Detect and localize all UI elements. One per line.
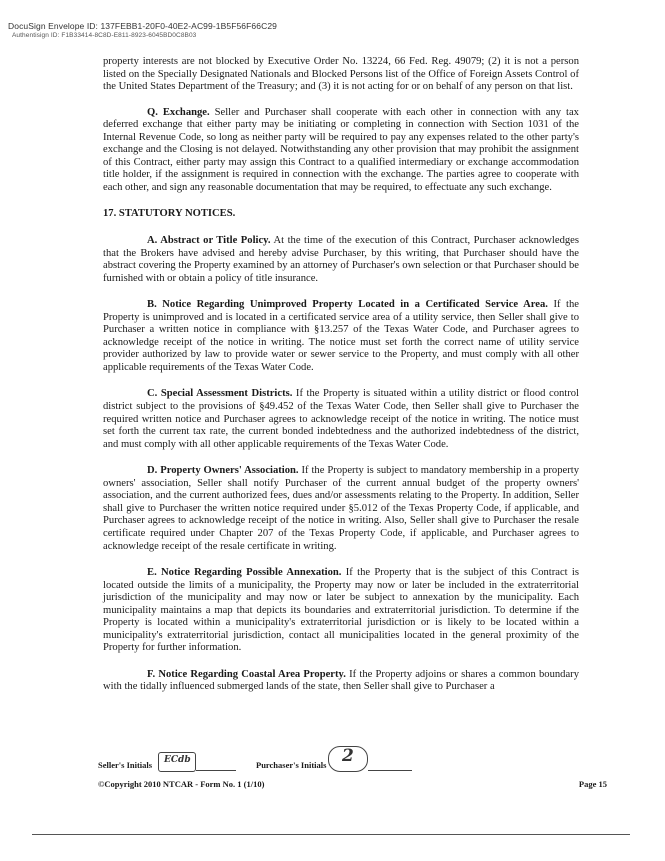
document-body <box>103 56 579 694</box>
subsection-d-text: If the Property is subject to mandatory membership in a property owners' association, Seller shall notify Purchaser of the current annual budget of the property owners' association, and the current authorized fees, dues and/or assessments relating to the Property. In addition, Seller shall give to Purchaser the written notice required under §5.012 of the Texas Property Code, if applicable, and Purchaser agrees to acknowledge receipt of the notice in writing. Also, Seller shall give to Purchaser the resale certificate required under Chapter 207 of the Texas Property Code, if applicable, and Purchaser agrees to acknowledge receipt of the resale certificate in writing. <box>103 465 579 552</box>
section-q-paragraph <box>103 107 579 195</box>
seller-initials-line <box>196 770 236 771</box>
subsection-b <box>103 299 579 374</box>
docusign-envelope-id <box>8 22 277 40</box>
subsection-d-heading: D. Property Owners' Association. <box>147 465 299 477</box>
page-number: Page 15 <box>578 779 607 789</box>
subsection-a <box>103 235 579 285</box>
seller-initials-mark: ECdb <box>164 755 191 765</box>
subsection-e <box>103 567 579 655</box>
subsection-f <box>103 669 579 694</box>
subsection-c-heading: C. Special Assessment Districts. <box>147 388 293 400</box>
subsection-f-heading: F. Notice Regarding Coastal Area Property. <box>147 668 346 680</box>
section-q-text: Seller and Purchaser shall cooperate with each other in connection with any tax deferred exchange that either party may be initiating or completing in connection with Section 1031 of the Internal Revenue Code, so long as neither party will be required to pay any expenses related to the other party's exchange and the Closing is not delayed. Notwithstanding any other provision that may prohibit the assignment of this Contract, either party may assign this Contract to a qualified intermediary or exchange accommodation title holder, if the assignment is required in connection with the exchange. The parties agree to cooperate with each other, and sign any reasonable documentation that may be required, to effectuate any such exchange. <box>103 106 579 193</box>
subsection-b-text: If the Property is unimproved and is located in a certificated service area of a utility service, then Seller shall give to Purchaser a written notice in compliance with §13.257 of the Texas Water Code, and Purchaser agrees to acknowledge receipt of the notice in writing. The notice must set forth the correct name of utility service provider authorized by law to provide water or sewer service to the Property, and must comply with all other applicable requirements of the Texas Water Code. <box>103 299 580 373</box>
authentisign-id-text: Authentisign ID: F1B33414-8C8D-E811-8923-6045BD0C8B03 <box>12 32 197 39</box>
section-17-heading: 17. STATUTORY NOTICES. <box>103 208 236 220</box>
copyright-notice: ©Copyright 2010 NTCAR - Form No. 1 (1/10) <box>98 779 265 789</box>
seller-initials-label: Seller's Initials <box>98 760 153 770</box>
subsection-a-heading: A. Abstract or Title Policy. <box>147 235 271 247</box>
initials-row <box>98 746 578 774</box>
subsection-b-heading: B. Notice Regarding Unimproved Property Located in a Certificated Service Area. <box>147 299 548 311</box>
subsection-d <box>103 465 579 553</box>
subsection-c <box>103 388 579 451</box>
subsection-a-text: At the time of the execution of this Contract, Purchaser acknowledges that the Brokers have advised and hereby advise Purchaser, by this writing, that Purchaser should have the abstract covering the Property examined by an attorney of Purchaser's own selection or that Purchaser should be furnished with or obtain a policy of title insurance. <box>103 235 579 284</box>
intro-paragraph: property interests are not blocked by Executive Order No. 13224, 66 Fed. Reg. 49079; (2) it is not a person listed on the Specially Designated Nationals and Blocked Persons list of the Office of Foreign Assets Control of the United States Department of the Treasury; and (3) it is not acting for or on behalf of any person on that list. <box>103 56 579 93</box>
purchaser-initials-label: Purchaser's Initials <box>256 760 327 770</box>
subsection-c-text: If the Property is situated within a utility district or flood control district subject to the provisions of §49.452 of the Texas Water Code, then Seller shall give to Purchaser the required written notice and Purchaser agrees to acknowledge receipt of the notice in writing. The notice must set forth the current tax rate, the current bonded indebtedness and the authorized indebtedness of the district, and must comply with all other applicable requirements of the Texas Water Code. <box>103 388 579 450</box>
purchaser-initials-mark: 2 <box>342 746 354 766</box>
subsection-e-heading: E. Notice Regarding Possible Annexation. <box>147 567 342 579</box>
scan-edge-line <box>32 834 630 835</box>
subsection-e-text: If the Property that is the subject of this Contract is located outside the limits of a municipality, the Property may now or later be included in the extraterritorial jurisdiction of the municipality and may now or later be subject to annexation by the municipality. Each municipality maintains a map that depicts its boundaries and extraterritorial jurisdiction. To determine if the Property is located within a municipality's extraterritorial jurisdiction or is likely to be located within a municipality's extraterritorial jurisdiction, contact all municipalities located in the general proximity of the Property for further information. <box>103 567 579 654</box>
subsection-f-text: If the Property adjoins or shares a common boundary with the tidally influenced submerged lands of the state, then Seller shall give to Purchaser a <box>103 668 579 693</box>
purchaser-initials-line <box>368 770 412 771</box>
section-q-heading: Q. Exchange. <box>147 106 210 118</box>
docusign-envelope-text: DocuSign Envelope ID: 137FEBB1-20F0-40E2-AC99-1B5F56F66C29 <box>8 21 277 31</box>
